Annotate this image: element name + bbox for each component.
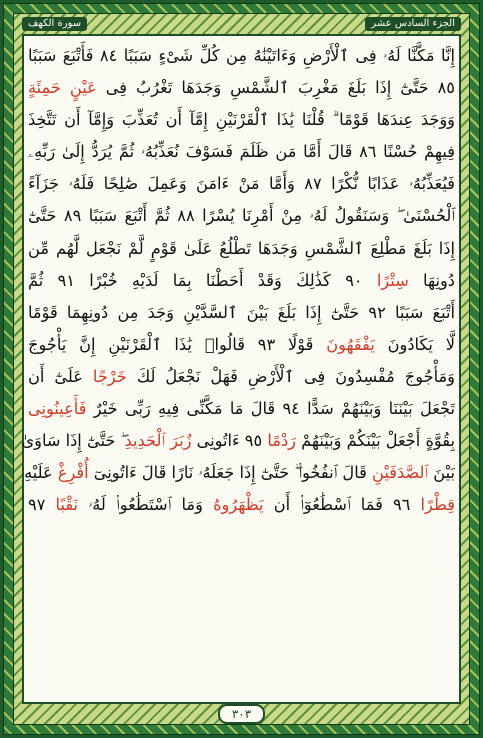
text-segment: بِقُوَّةٍ أَجْعَلْ بَيْنَكُمْ وَبَيْنَهُمْ: [295, 431, 455, 451]
text-line: [28, 329, 455, 361]
highlighted-word: خَرْجًا: [92, 366, 127, 386]
text-segment: قَوْلًا ٩٣ قَالُوا۟ يَٰذَا ٱلْقَرْنَيْنِ إِنَّ يَأْجُوجَ: [28, 334, 327, 354]
text-segment: تَجْعَلَ بَيْنَنَا وَبَيْنَهُمْ سَدًّا ٩٤ قَالَ مَا مَكَّنِّى فِيهِ رَبِّى خَيْرٌ: [86, 399, 455, 419]
text-line: [28, 200, 455, 232]
highlighted-word: يَفْقَهُونَ: [326, 334, 375, 354]
highlighted-word: عَيْنٍ حَمِئَةٍ: [28, 78, 97, 98]
text-line: [28, 233, 455, 265]
text-segment: وَوَجَدَ عِندَهَا قَوْمًا ۗ قُلْنَا يَٰذَا ٱلْقَرْنَيْنِ إِمَّآ أَن تُعَذِّبَ وَإِمَّآ أَن تَتَّخِذَ: [28, 110, 455, 130]
text-segment: عَلَيْهِ: [24, 463, 58, 483]
surah-label: سورة الكهف: [22, 17, 87, 31]
text-segment: وَمَا ٱسْتَطَٰعُوا۟ لَهُۥ: [78, 495, 214, 515]
text-line: [28, 72, 455, 104]
text-line: [28, 489, 455, 521]
highlighted-word: نَقْبًا: [55, 495, 79, 515]
text-segment: عَلَىٰٓ أَن: [28, 366, 93, 386]
highlighted-word: قِطْرًا: [420, 495, 455, 515]
text-line: [21, 425, 455, 457]
highlighted-word: فَأَعِينُونِى: [28, 399, 87, 419]
text-segment: ٱلْحُسْنَىٰ ۖ وَسَنَقُولُ لَهُۥ مِنْ أَمْرِنَا يُسْرًا ٨٨ ثُمَّ أَتْبَعَ سَبَبًا ٨٩ حَتَّىٰٓ: [28, 206, 456, 226]
highlighted-word: أُفْرِغْ: [57, 463, 89, 483]
page-footer: [0, 704, 483, 724]
juz-label: الجزء السادس عشر: [365, 17, 461, 31]
text-line: [28, 40, 455, 72]
highlighted-word: يَظْهَرُوهُ: [213, 495, 264, 515]
text-segment: لَّا يَكَادُونَ: [374, 334, 455, 354]
highlighted-word: رَدْمًا: [267, 431, 296, 451]
text-segment: ٩٧: [28, 495, 56, 515]
text-segment: إِذَا بَلَغَ مَطْلِعَ ٱلشَّمْسِ وَجَدَهَا تَطْلُعُ عَلَىٰ قَوْمٍ لَّمْ نَجْعَل لَّهُم مِّن: [28, 238, 455, 258]
text-line: [24, 457, 455, 489]
text-segment: دُونِهَا: [408, 270, 455, 290]
text-line: [28, 393, 455, 425]
highlighted-word: سِتْرًا: [376, 270, 409, 290]
text-line: [28, 361, 455, 393]
text-segment: إِنَّا مَكَّنَّا لَهُۥ فِى ٱلْأَرْضِ وَءَاتَيْنَٰهُ مِن كُلِّ شَىْءٍ سَبَبًا ٨٤ فَأَتْبَعَ سَبَبًا: [28, 46, 455, 65]
text-segment: ۖ حَتَّىٰٓ إِذَا سَاوَىٰ: [21, 431, 125, 451]
page-header: [22, 16, 461, 32]
quran-text: [21, 40, 456, 521]
text-segment: أَتْبَعَ سَبَبًا ٩٢ حَتَّىٰٓ إِذَا بَلَغَ بَيْنَ ٱلسَّدَّيْنِ وَجَدَ مِن دُونِهِمَا قَوْمًا: [28, 302, 456, 322]
text-segment: بَيْنَ: [428, 463, 455, 483]
highlighted-word: زُبَرَ ٱلْحَدِيدِ: [124, 431, 192, 451]
text-segment: قَالَ ٱنفُخُوا۟ ۖ حَتَّىٰٓ إِذَا جَعَلَهُۥ نَارًا قَالَ ءَاتُونِىٓ: [88, 463, 373, 483]
text-segment: ٩٥ ءَاتُونِى: [191, 431, 268, 451]
text-line: [28, 297, 455, 329]
text-segment: فِيهِمْ حُسْنًا ٨٦ قَالَ أَمَّا مَن ظَلَمَ فَسَوْفَ نُعَذِّبُهُۥ ثُمَّ يُرَدُّ إِلَىٰ رَبِّهِۦ: [28, 142, 456, 162]
text-segment: ٩٦ فَمَا ٱسْطَٰعُوٓا۟ أَن: [263, 495, 421, 515]
text-segment: ٨٥ حَتَّىٰٓ إِذَا بَلَغَ مَغْرِبَ ٱلشَّمْسِ وَجَدَهَا تَغْرُبُ فِى: [96, 78, 455, 98]
text-segment: ٩٠ كَذَٰلِكَ وَقَدْ أَحَطْنَا بِمَا لَدَيْهِ خُبْرًا ٩١ ثُمَّ: [28, 270, 377, 290]
text-segment: وَمَأْجُوجَ مُفْسِدُونَ فِى ٱلْأَرْضِ فَهَلْ نَجْعَلُ لَكَ: [126, 366, 456, 386]
page-number: ٣٠٣: [218, 704, 265, 724]
text-line: [28, 104, 455, 136]
highlighted-word: ٱلصَّدَفَيْنِ: [372, 463, 429, 483]
text-line: [28, 265, 455, 297]
text-segment: فَيُعَذِّبُهُۥ عَذَابًا نُّكْرًا ٨٧ وَأَمَّا مَنْ ءَامَنَ وَعَمِلَ صَٰلِحًا فَلَهُۥ جَزَآءً: [28, 174, 456, 194]
text-line: [28, 168, 455, 200]
text-line: [28, 136, 455, 168]
